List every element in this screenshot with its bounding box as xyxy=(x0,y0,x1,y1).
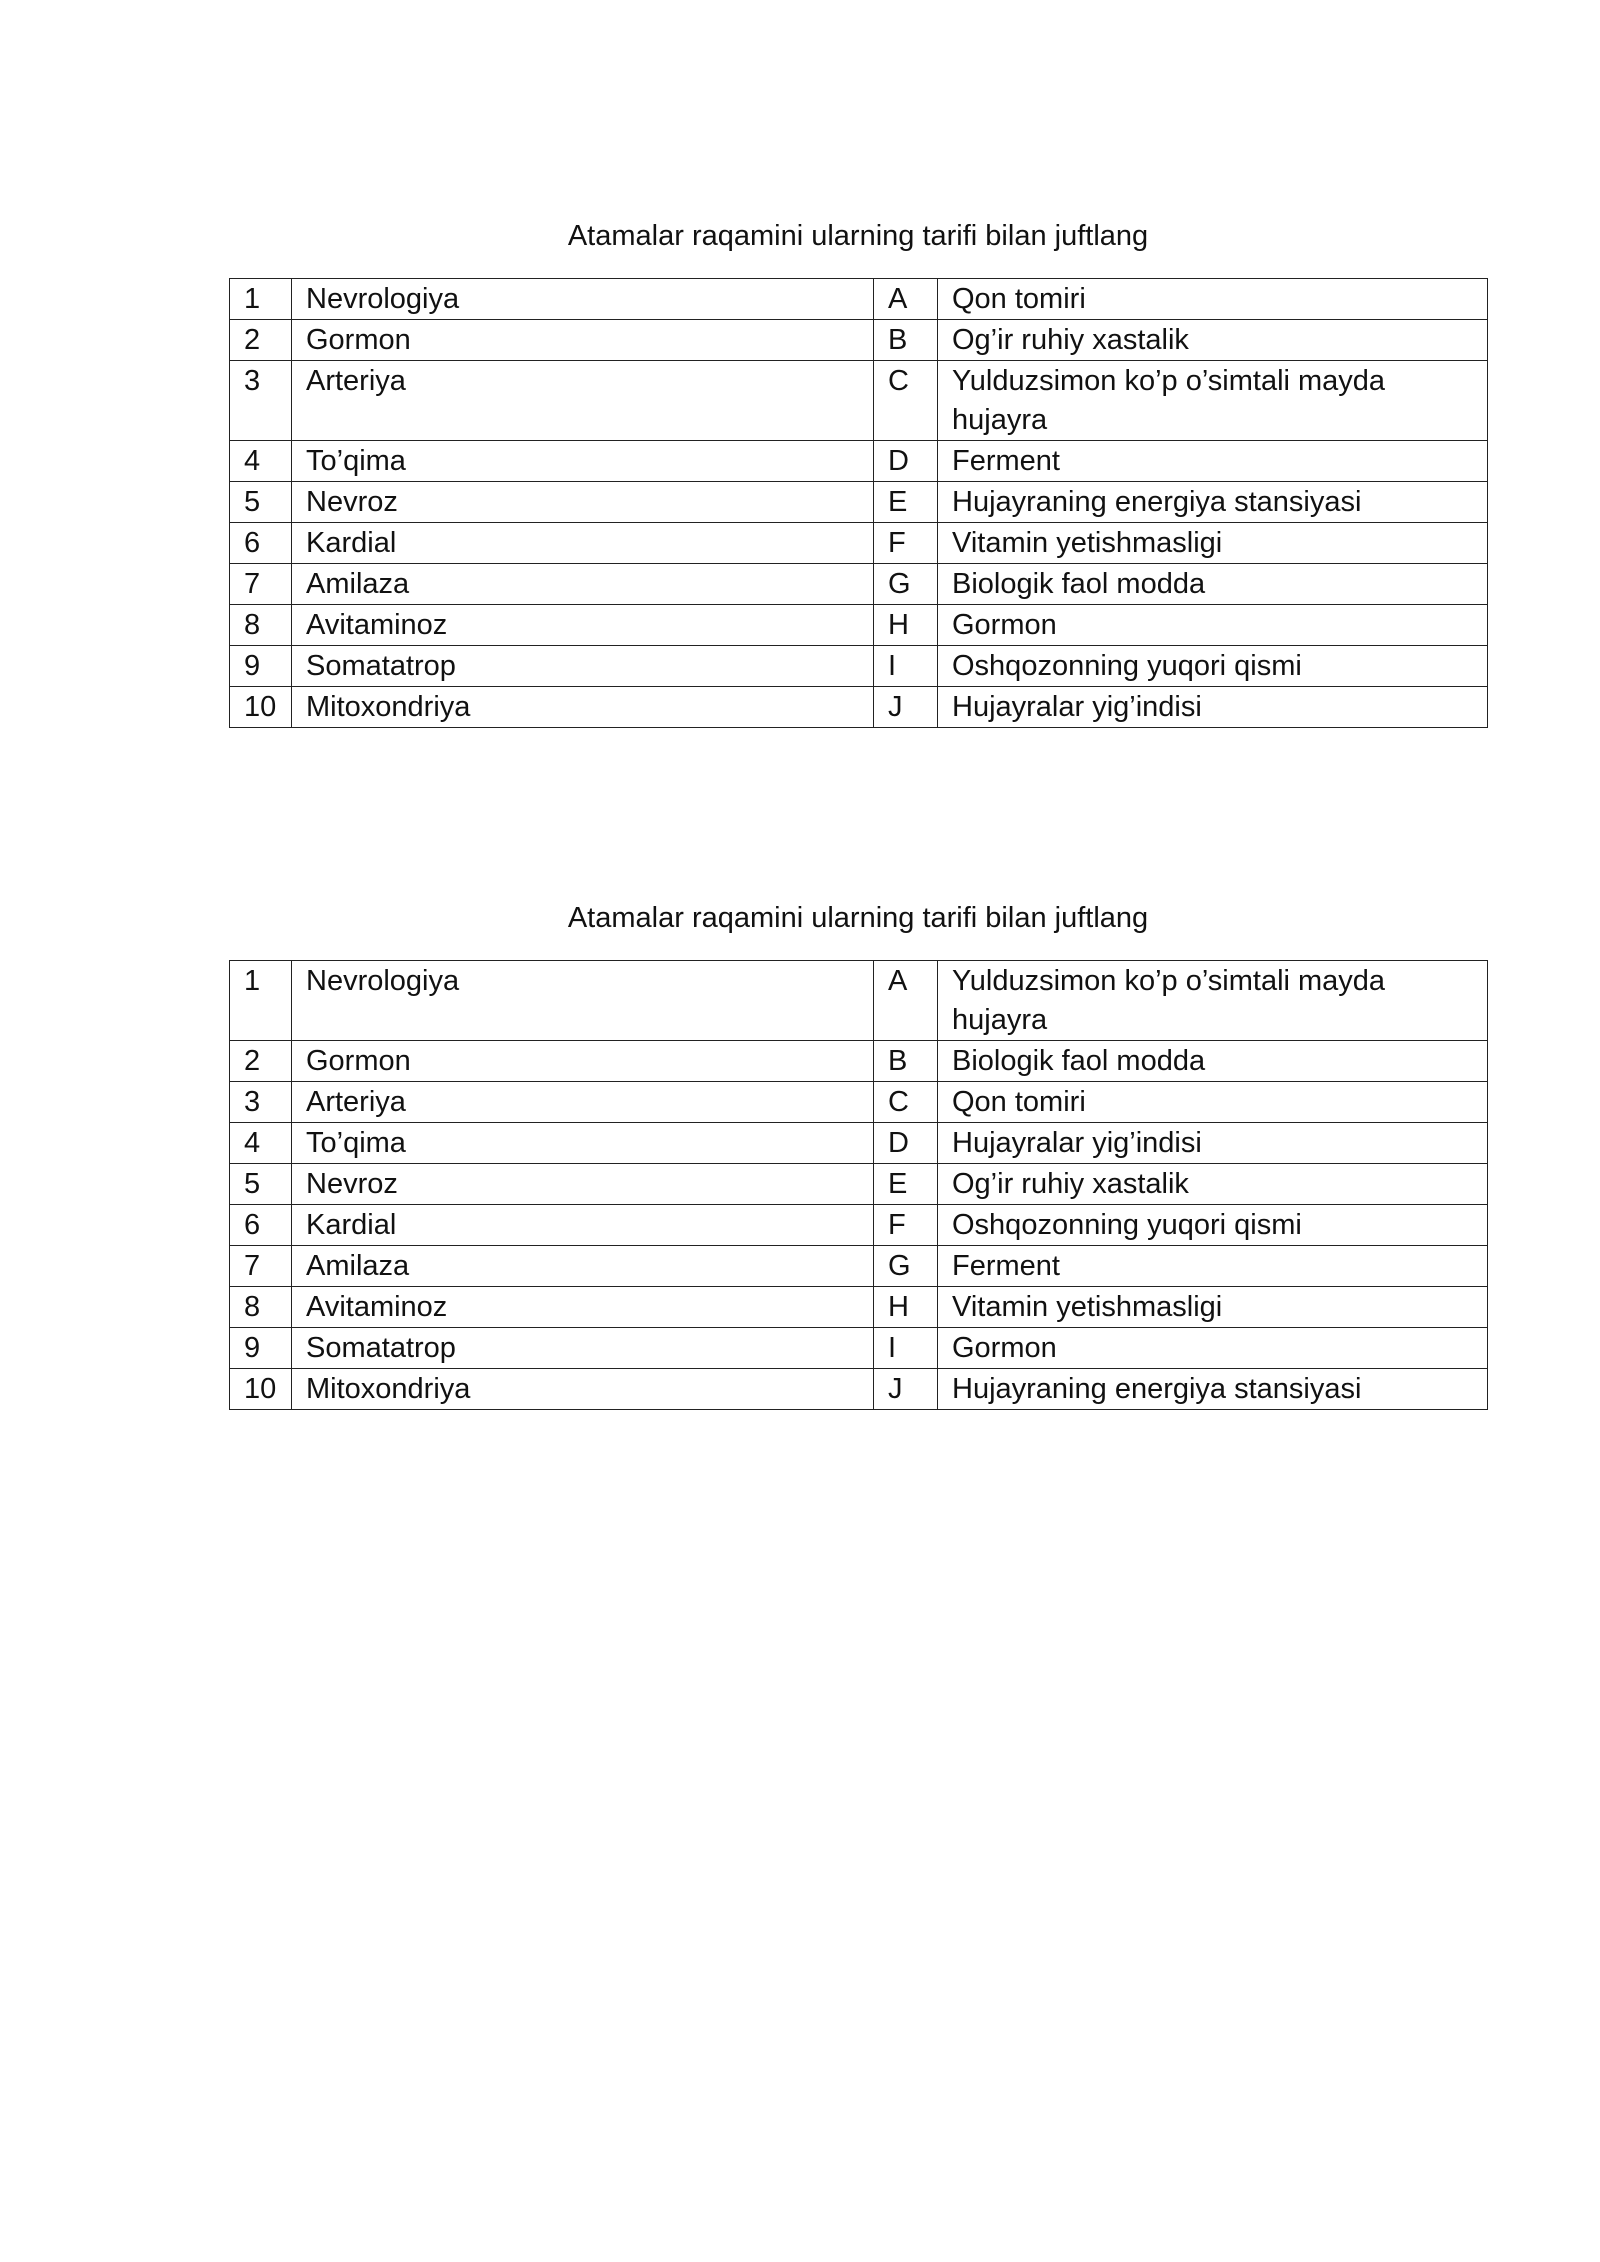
definition: Qon tomiri xyxy=(938,1082,1488,1123)
term-number: 2 xyxy=(230,1041,292,1082)
table-row xyxy=(230,320,1488,361)
term: Kardial xyxy=(292,1205,874,1246)
definition-letter: B xyxy=(874,320,938,361)
term: Mitoxondriya xyxy=(292,1369,874,1410)
definition-letter: J xyxy=(874,1369,938,1410)
table-row xyxy=(230,646,1488,687)
term-number: 3 xyxy=(230,361,292,441)
table-row xyxy=(230,1369,1488,1410)
table-row xyxy=(230,279,1488,320)
term-number: 10 xyxy=(230,1369,292,1410)
table-row xyxy=(230,1328,1488,1369)
term-number: 8 xyxy=(230,605,292,646)
term: Avitaminoz xyxy=(292,605,874,646)
table-row xyxy=(230,482,1488,523)
term-number: 10 xyxy=(230,687,292,728)
table-row xyxy=(230,441,1488,482)
definition-letter: A xyxy=(874,961,938,1041)
definition-letter: C xyxy=(874,1082,938,1123)
term-number: 2 xyxy=(230,320,292,361)
matching-exercise-2 xyxy=(229,896,1487,1410)
definition-letter: E xyxy=(874,1164,938,1205)
term: Mitoxondriya xyxy=(292,687,874,728)
term-number: 5 xyxy=(230,482,292,523)
term: To’qima xyxy=(292,441,874,482)
term: Avitaminoz xyxy=(292,1287,874,1328)
definition-letter: G xyxy=(874,1246,938,1287)
definition-letter: I xyxy=(874,646,938,687)
table-row xyxy=(230,361,1488,441)
term-number: 5 xyxy=(230,1164,292,1205)
definition-letter: A xyxy=(874,279,938,320)
table-row xyxy=(230,605,1488,646)
definition: Gormon xyxy=(938,605,1488,646)
term-number: 1 xyxy=(230,961,292,1041)
definition-letter: D xyxy=(874,1123,938,1164)
term-number: 6 xyxy=(230,1205,292,1246)
matching-table xyxy=(229,278,1488,728)
term: Nevrologiya xyxy=(292,279,874,320)
definition: Ferment xyxy=(938,441,1488,482)
term: Amilaza xyxy=(292,1246,874,1287)
term-number: 9 xyxy=(230,646,292,687)
definition: Hujayraning energiya stansiyasi xyxy=(938,482,1488,523)
definition: Ferment xyxy=(938,1246,1488,1287)
definition-letter: I xyxy=(874,1328,938,1369)
definition: Biologik faol modda xyxy=(938,564,1488,605)
definition: Gormon xyxy=(938,1328,1488,1369)
term-number: 9 xyxy=(230,1328,292,1369)
definition-letter: G xyxy=(874,564,938,605)
table-row xyxy=(230,1041,1488,1082)
term-number: 6 xyxy=(230,523,292,564)
term: Gormon xyxy=(292,320,874,361)
term: Nevrologiya xyxy=(292,961,874,1041)
exercise-title: Atamalar raqamini ularning tarifi bilan juftlang xyxy=(567,220,1149,252)
definition: Hujayralar yig’indisi xyxy=(938,1123,1488,1164)
term-number: 8 xyxy=(230,1287,292,1328)
definition: Hujayralar yig’indisi xyxy=(938,687,1488,728)
term: Amilaza xyxy=(292,564,874,605)
term-number: 4 xyxy=(230,441,292,482)
definition: Hujayraning energiya stansiyasi xyxy=(938,1369,1488,1410)
term: Arteriya xyxy=(292,1082,874,1123)
definition-letter: D xyxy=(874,441,938,482)
term-number: 7 xyxy=(230,564,292,605)
table-row xyxy=(230,687,1488,728)
definition: Oshqozonning yuqori qismi xyxy=(938,1205,1488,1246)
term: Somatatrop xyxy=(292,1328,874,1369)
term: Somatatrop xyxy=(292,646,874,687)
term-number: 3 xyxy=(230,1082,292,1123)
table-row xyxy=(230,961,1488,1041)
table-row xyxy=(230,1082,1488,1123)
definition: Og’ir ruhiy xastalik xyxy=(938,320,1488,361)
definition: Yulduzsimon ko’p o’simtali mayda hujayra xyxy=(938,361,1488,441)
term-number: 4 xyxy=(230,1123,292,1164)
definition-letter: E xyxy=(874,482,938,523)
definition-letter: F xyxy=(874,523,938,564)
definition-letter: H xyxy=(874,1287,938,1328)
definition: Qon tomiri xyxy=(938,279,1488,320)
term: To’qima xyxy=(292,1123,874,1164)
table-row xyxy=(230,1246,1488,1287)
table-row xyxy=(230,1205,1488,1246)
exercise-title: Atamalar raqamini ularning tarifi bilan juftlang xyxy=(567,902,1149,934)
term-number: 7 xyxy=(230,1246,292,1287)
table-row xyxy=(230,564,1488,605)
term-number: 1 xyxy=(230,279,292,320)
term: Nevroz xyxy=(292,482,874,523)
term: Kardial xyxy=(292,523,874,564)
table-row xyxy=(230,523,1488,564)
term: Arteriya xyxy=(292,361,874,441)
matching-exercise-1 xyxy=(229,214,1487,728)
definition-letter: B xyxy=(874,1041,938,1082)
table-row xyxy=(230,1287,1488,1328)
matching-table xyxy=(229,960,1488,1410)
definition-letter: H xyxy=(874,605,938,646)
table-row xyxy=(230,1164,1488,1205)
definition: Biologik faol modda xyxy=(938,1041,1488,1082)
definition-letter: F xyxy=(874,1205,938,1246)
definition: Yulduzsimon ko’p o’simtali mayda hujayra xyxy=(938,961,1488,1041)
definition: Vitamin yetishmasligi xyxy=(938,523,1488,564)
definition: Oshqozonning yuqori qismi xyxy=(938,646,1488,687)
term: Nevroz xyxy=(292,1164,874,1205)
definition-letter: C xyxy=(874,361,938,441)
table-row xyxy=(230,1123,1488,1164)
definition: Vitamin yetishmasligi xyxy=(938,1287,1488,1328)
definition-letter: J xyxy=(874,687,938,728)
definition: Og’ir ruhiy xastalik xyxy=(938,1164,1488,1205)
term: Gormon xyxy=(292,1041,874,1082)
